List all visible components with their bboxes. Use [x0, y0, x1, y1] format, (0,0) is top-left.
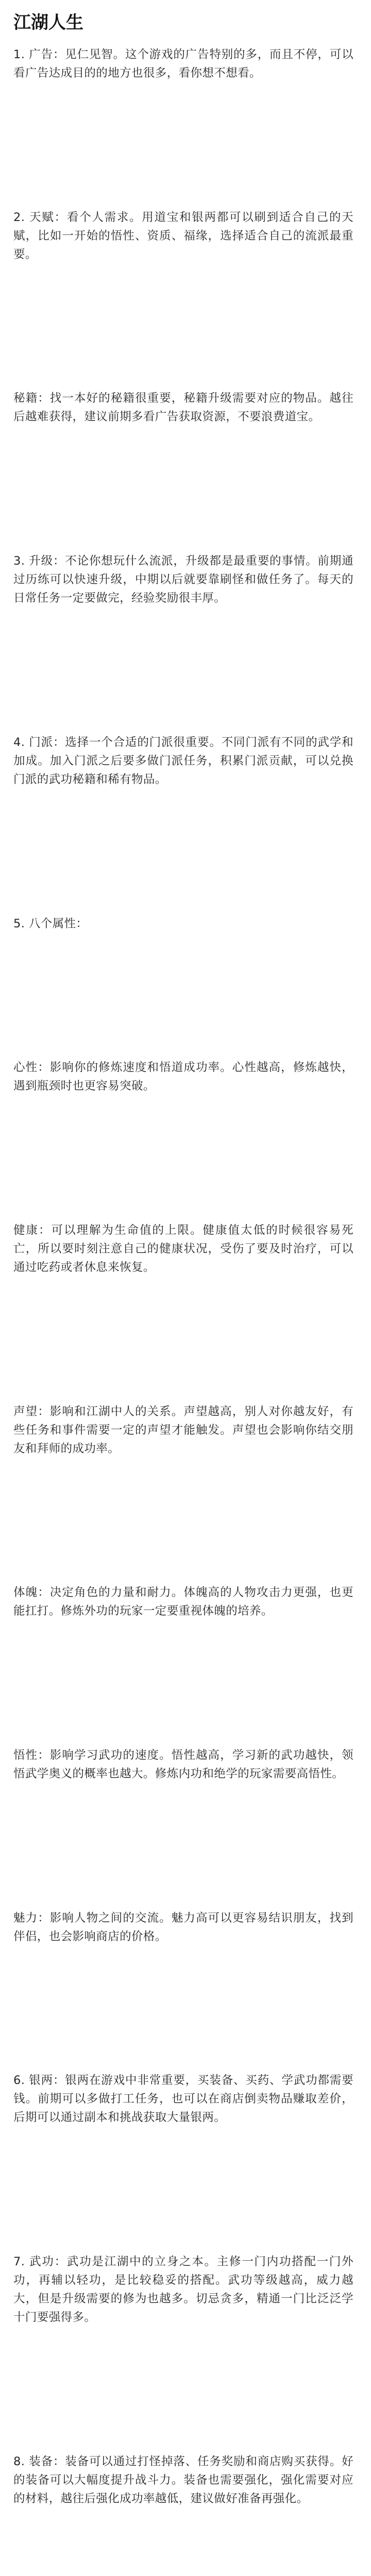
note-paragraph: 6. 银两：银两在游戏中非常重要，买装备、买药、学武功都需要钱。前期可以多做打工任务，也可以在商店倒卖物品赚取差价，后期可以通过副本和挑战获取大量银两。 — [13, 2074, 353, 2125]
note-paragraph: 7. 武功：武功是江湖中的立身之本。主修一门内功搭配一门外功，再辅以轻功，是比较稳妥的搭配。武功等级越高，威力越大，但是升级需要的修为也越多。切忌贪多，精通一门比泛泛学十门要强得多。 — [13, 2255, 353, 2325]
note-paragraph: 3. 升级：不论你想玩什么流派，升级都是最重要的事情。前期通过历练可以快速升级，中期以后就要靠刷怪和做任务了。每天的日常任务一定要做完，经验奖励很丰厚。 — [13, 554, 353, 605]
note-paragraph: 5. 八个属性： — [13, 917, 88, 930]
note-paragraph: 悟性：影响学习武功的速度。悟性越高，学习新的武功越快，领悟武学奥义的概率也越大。修炼内功和绝学的玩家需要高悟性。 — [13, 1749, 353, 1781]
note-content — [13, 45, 353, 2576]
note-paragraph: 心性：影响你的修炼速度和悟道成功率。心性越高，修炼越快，遇到瓶颈时也更容易突破。 — [13, 1061, 353, 1093]
note-paragraph: 1. 广告：见仁见智。这个游戏的广告特别的多，而且不停，可以看广告达成目的的地方也很多，看你想不想看。 — [13, 48, 353, 80]
note-paragraph: 4. 门派：选择一个合适的门派很重要。不同门派有不同的武学和加成。加入门派之后要多做门派任务，积累门派贡献，可以兑换门派的武功秘籍和稀有物品。 — [13, 735, 353, 786]
note-paragraph: 声望：影响和江湖中人的关系。声望越高，别人对你越友好，有些任务和事件需要一定的声望才能触发。声望也会影响你结交朋友和拜师的成功率。 — [13, 1404, 353, 1455]
note-paragraph: 秘籍：找一本好的秘籍很重要，秘籍升级需要对应的物品。越往后越难获得，建议前期多看广告获取资源，不要浪费道宝。 — [13, 392, 353, 424]
note-paragraph: 魅力：影响人物之间的交流。魅力高可以更容易结识朋友，找到伴侣，也会影响商店的价格。 — [13, 1911, 353, 1943]
note-paragraph: 8. 装备：装备可以通过打怪掉落、任务奖励和商店购买获得。好的装备可以大幅度提升战斗力。装备也需要强化，强化需要对应的材料，越往后强化成功率越低，建议做好准备再强化。 — [13, 2454, 353, 2505]
note-paragraph: 2. 天赋：看个人需求。用道宝和银两都可以刷到适合自己的天赋，比如一开始的悟性、资质、福缘，选择适合自己的流派最重要。 — [13, 210, 353, 261]
note-paragraph: 体魄：决定角色的力量和耐力。体魄高的人物攻击力更强，也更能扛打。修炼外功的玩家一定要重视体魄的培养。 — [13, 1586, 353, 1618]
page-title: 江湖人生 — [13, 12, 83, 33]
note-paragraph: 健康：可以理解为生命值的上限。健康值太低的时候很容易死亡，所以要时刻注意自己的健康状况，受伤了要及时治疗，可以通过吃药或者休息来恢复。 — [13, 1223, 353, 1274]
